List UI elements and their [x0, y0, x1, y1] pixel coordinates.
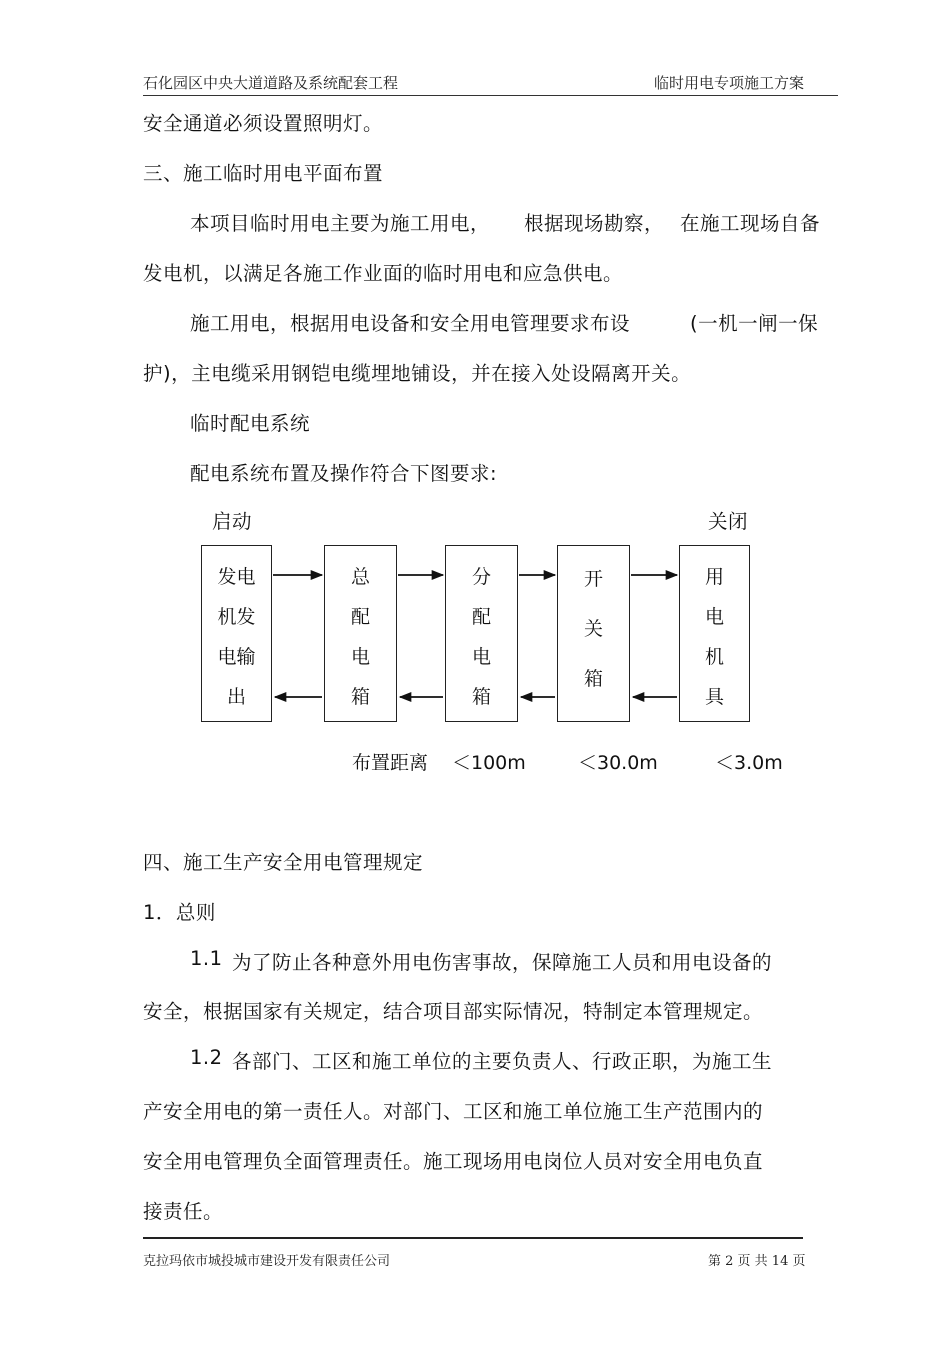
paragraph-2-part-b: (一机一闸一保: [690, 312, 819, 335]
temp-distribution-heading: 临时配电系统: [190, 412, 311, 435]
footer-company: 克拉玛依市城投城市建设开发有限责任公司: [143, 1254, 391, 1269]
clause-1-1-line-1: 为了防止各种意外用电伤害事故，保障施工人员和用电设备的: [232, 951, 773, 974]
paragraph-1-part-c: 在施工现场自备: [680, 212, 821, 235]
box-text: 机: [704, 646, 724, 668]
box-text: 箱: [471, 686, 491, 708]
box-text: 箱: [350, 686, 370, 708]
distance-value: ＜30.0m: [578, 752, 658, 774]
clause-1-2-line-3: 安全用电管理负全面管理责任。施工现场用电岗位人员对安全用电负直: [143, 1150, 764, 1173]
layout-requirement-text: 配电系统布置及操作符合下图要求:: [190, 462, 498, 485]
box-text: 发电: [217, 566, 256, 588]
box-text: 配: [350, 606, 370, 628]
box-text: 具: [704, 686, 724, 708]
paragraph-1-line-2: 发电机，以满足各施工作业面的临时用电和应急供电。: [143, 262, 624, 285]
box-text: 配: [471, 606, 491, 628]
clause-1-1-number: 1.1: [190, 947, 223, 970]
box-text: 电: [704, 606, 724, 628]
paragraph-1-part-b: 根据现场勘察，: [524, 212, 665, 235]
box-text: 分: [471, 566, 491, 588]
clause-1-2-line-2: 产安全用电的第一责任人。对部门、工区和施工单位施工生产范围内的: [143, 1100, 764, 1123]
distance-value: ＜100m: [452, 752, 526, 774]
box-text: 电输: [217, 646, 256, 668]
box-text: 机发: [217, 606, 256, 628]
paragraph-2-part-a: 施工用电，根据用电设备和安全用电管理要求布设: [190, 312, 631, 335]
box-text: 开: [583, 568, 603, 590]
subsection-1-title: 1．总则: [143, 901, 216, 924]
clause-1-2-number: 1.2: [190, 1046, 223, 1069]
header-document-title: 临时用电专项施工方案: [654, 74, 805, 92]
diagram-close-label: 关闭: [708, 510, 749, 533]
distance-value: ＜3.0m: [715, 752, 783, 774]
distance-label: 布置距离: [352, 752, 429, 774]
diagram-start-label: 启动: [212, 510, 253, 533]
clause-1-2-line-1: 各部门、工区和施工单位的主要负责人、行政正职，为施工生: [232, 1050, 773, 1073]
section-3-title: 三、施工临时用电平面布置: [143, 162, 384, 185]
box-text: 电: [471, 646, 491, 668]
box-text: 用: [704, 566, 724, 588]
footer-rule: [143, 1237, 803, 1239]
box-text: 关: [583, 618, 603, 640]
clause-1-1-line-2: 安全，根据国家有关规定，结合项目部实际情况，特制定本管理规定。: [143, 1000, 764, 1023]
paragraph-2-line-2: 护)，主电缆采用钢铠电缆埋地铺设，并在接入处设隔离开关。: [143, 362, 692, 385]
box-text: 箱: [583, 668, 603, 690]
paragraph-1-part-a: 本项目临时用电主要为施工用电，: [190, 212, 491, 235]
section-4-title: 四、施工生产安全用电管理规定: [143, 851, 424, 874]
box-text: 出: [226, 686, 246, 708]
clause-1-2-line-4: 接责任。: [143, 1200, 224, 1223]
box-text: 电: [350, 646, 370, 668]
box-text: 总: [350, 566, 370, 588]
header-project-title: 石化园区中央大道道路及系统配套工程: [143, 74, 399, 92]
footer-page-number: 第 2 页 共 14 页: [708, 1254, 806, 1269]
text-line: 安全通道必须设置照明灯。: [143, 112, 384, 135]
